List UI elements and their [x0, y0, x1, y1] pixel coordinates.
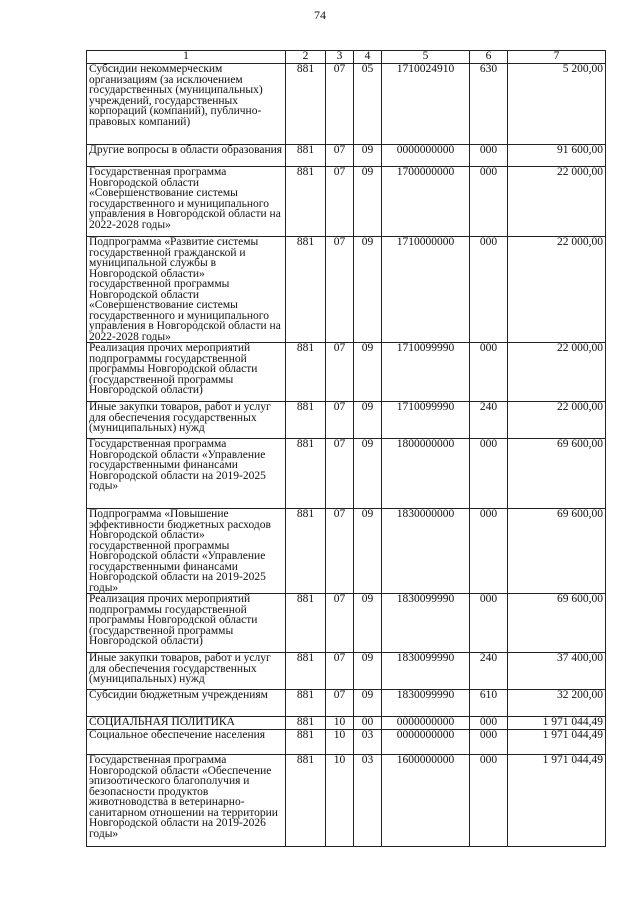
column-header: 4	[354, 51, 382, 64]
row-name-cell: Государственная программа Новгородской области «Обеспечение эпизоотического благополучия и безопасности продуктов животноводства в ветеринарно-санитарном отношении на территории Новгородской области на 2019-2026 годы»	[87, 755, 286, 847]
section-code-cell: 07	[326, 167, 354, 237]
amount-cell: 1 971 044,49	[508, 730, 606, 755]
subsection-code-cell: 09	[354, 594, 382, 653]
header-row	[87, 51, 606, 64]
section-code-cell: 07	[326, 343, 354, 402]
table-row	[87, 690, 606, 717]
table-row	[87, 402, 606, 439]
section-code-cell: 07	[326, 237, 354, 343]
subsection-code-cell: 09	[354, 653, 382, 690]
ministry-code-cell: 881	[286, 167, 326, 237]
amount-cell: 22 000,00	[508, 167, 606, 237]
section-code-cell: 07	[326, 653, 354, 690]
section-code-cell: 07	[326, 145, 354, 167]
expense-type-cell: 000	[470, 755, 508, 847]
amount-cell: 1 971 044,49	[508, 755, 606, 847]
subsection-code-cell: 09	[354, 439, 382, 509]
amount-cell: 5 200,00	[508, 64, 606, 145]
ministry-code-cell: 881	[286, 509, 326, 594]
row-name-cell: Иные закупки товаров, работ и услуг для обеспечения государственных (муниципальных) нужд	[87, 402, 286, 439]
row-name-cell: Государственная программа Новгородской области «Управление государственными финансами Новгородской области на 2019-2025 годы»	[87, 439, 286, 509]
table-row	[87, 64, 606, 145]
target-article-cell: 1600000000	[382, 755, 470, 847]
section-code-cell: 10	[326, 755, 354, 847]
column-header: 5	[382, 51, 470, 64]
row-name-cell: Другие вопросы в области образования	[87, 145, 286, 167]
target-article-cell: 1830000000	[382, 509, 470, 594]
target-article-cell: 1710024910	[382, 64, 470, 145]
section-code-cell: 10	[326, 730, 354, 755]
ministry-code-cell: 881	[286, 64, 326, 145]
table-row	[87, 730, 606, 755]
table-row	[87, 167, 606, 237]
target-article-cell: 1700000000	[382, 167, 470, 237]
subsection-code-cell: 00	[354, 717, 382, 730]
subsection-code-cell: 09	[354, 167, 382, 237]
section-code-cell: 07	[326, 690, 354, 717]
expense-type-cell: 000	[470, 145, 508, 167]
amount-cell: 69 600,00	[508, 594, 606, 653]
expense-type-cell: 000	[470, 167, 508, 237]
table-row	[87, 439, 606, 509]
amount-cell: 32 200,00	[508, 690, 606, 717]
ministry-code-cell: 881	[286, 343, 326, 402]
ministry-code-cell: 881	[286, 653, 326, 690]
target-article-cell: 1710099990	[382, 402, 470, 439]
section-code-cell: 07	[326, 64, 354, 145]
expense-type-cell: 630	[470, 64, 508, 145]
target-article-cell: 1800000000	[382, 439, 470, 509]
column-header: 6	[470, 51, 508, 64]
target-article-cell: 1830099990	[382, 594, 470, 653]
subsection-code-cell: 05	[354, 64, 382, 145]
table-row	[87, 755, 606, 847]
target-article-cell: 1830099990	[382, 690, 470, 717]
subsection-code-cell: 09	[354, 509, 382, 594]
column-header: 7	[508, 51, 606, 64]
subsection-code-cell: 09	[354, 690, 382, 717]
section-code-cell: 07	[326, 439, 354, 509]
table-row	[87, 594, 606, 653]
expense-type-cell: 000	[470, 237, 508, 343]
ministry-code-cell: 881	[286, 594, 326, 653]
table-row	[87, 509, 606, 594]
row-name-cell: Социальное обеспечение населения	[87, 730, 286, 755]
section-code-cell: 10	[326, 717, 354, 730]
ministry-code-cell: 881	[286, 717, 326, 730]
row-name-cell: Субсидии бюджетным учреждениям	[87, 690, 286, 717]
target-article-cell: 1710099990	[382, 343, 470, 402]
target-article-cell: 1830099990	[382, 653, 470, 690]
expense-type-cell: 000	[470, 594, 508, 653]
row-name-cell: Реализация прочих мероприятий подпрограммы государственной программы Новгородской области (государственной программы Новгородской области)	[87, 594, 286, 653]
target-article-cell: 0000000000	[382, 730, 470, 755]
amount-cell: 22 000,00	[508, 402, 606, 439]
expense-type-cell: 240	[470, 653, 508, 690]
table-row	[87, 717, 606, 730]
ministry-code-cell: 881	[286, 439, 326, 509]
ministry-code-cell: 881	[286, 145, 326, 167]
row-name-cell: СОЦИАЛЬНАЯ ПОЛИТИКА	[87, 717, 286, 730]
section-code-cell: 07	[326, 509, 354, 594]
subsection-code-cell: 03	[354, 755, 382, 847]
table-row	[87, 145, 606, 167]
row-name-cell: Реализация прочих мероприятий подпрограммы государственной программы Новгородской области (государственной программы Новгородской области)	[87, 343, 286, 402]
column-header: 1	[87, 51, 286, 64]
column-header: 2	[286, 51, 326, 64]
expense-type-cell: 000	[470, 439, 508, 509]
column-header: 3	[326, 51, 354, 64]
amount-cell: 69 600,00	[508, 439, 606, 509]
subsection-code-cell: 09	[354, 402, 382, 439]
row-name-cell: Субсидии некоммерческим организациям (за исключением государственных (муниципальных) учреждений, государственных корпораций (компаний), публично-правовых компаний)	[87, 64, 286, 145]
section-code-cell: 07	[326, 594, 354, 653]
row-name-cell: Подпрограмма «Повышение эффективности бюджетных расходов Новгородской области» государственной программы Новгородской области «Управление государственными финансами Новгородской области на 2019-2025 годы»	[87, 509, 286, 594]
table-row	[87, 237, 606, 343]
ministry-code-cell: 881	[286, 402, 326, 439]
subsection-code-cell: 03	[354, 730, 382, 755]
budget-table	[86, 50, 606, 847]
ministry-code-cell: 881	[286, 755, 326, 847]
ministry-code-cell: 881	[286, 730, 326, 755]
ministry-code-cell: 881	[286, 237, 326, 343]
section-code-cell: 07	[326, 402, 354, 439]
expense-type-cell: 000	[470, 730, 508, 755]
page-number: 74	[314, 8, 326, 22]
amount-cell: 91 600,00	[508, 145, 606, 167]
expense-type-cell: 000	[470, 717, 508, 730]
amount-cell: 22 000,00	[508, 343, 606, 402]
row-name-cell: Иные закупки товаров, работ и услуг для обеспечения государственных (муниципальных) нужд	[87, 653, 286, 690]
row-name-cell: Государственная программа Новгородской области «Совершенствование системы государственного и муниципального управления в Новгородской области на 2022-2028 годы»	[87, 167, 286, 237]
amount-cell: 1 971 044,49	[508, 717, 606, 730]
target-article-cell: 0000000000	[382, 717, 470, 730]
row-name-cell: Подпрограмма «Развитие системы государственной гражданской и муниципальной службы в Новгородской области» государственной программы Новгородской области «Совершенствование системы государственного и муниципального управления в Новгородской области на 2022-2028 годы»	[87, 237, 286, 343]
amount-cell: 69 600,00	[508, 509, 606, 594]
table-row	[87, 653, 606, 690]
expense-type-cell: 240	[470, 402, 508, 439]
ministry-code-cell: 881	[286, 690, 326, 717]
amount-cell: 37 400,00	[508, 653, 606, 690]
expense-type-cell: 000	[470, 343, 508, 402]
target-article-cell: 1710000000	[382, 237, 470, 343]
table-row	[87, 343, 606, 402]
target-article-cell: 0000000000	[382, 145, 470, 167]
subsection-code-cell: 09	[354, 237, 382, 343]
subsection-code-cell: 09	[354, 145, 382, 167]
expense-type-cell: 610	[470, 690, 508, 717]
amount-cell: 22 000,00	[508, 237, 606, 343]
subsection-code-cell: 09	[354, 343, 382, 402]
expense-type-cell: 000	[470, 509, 508, 594]
